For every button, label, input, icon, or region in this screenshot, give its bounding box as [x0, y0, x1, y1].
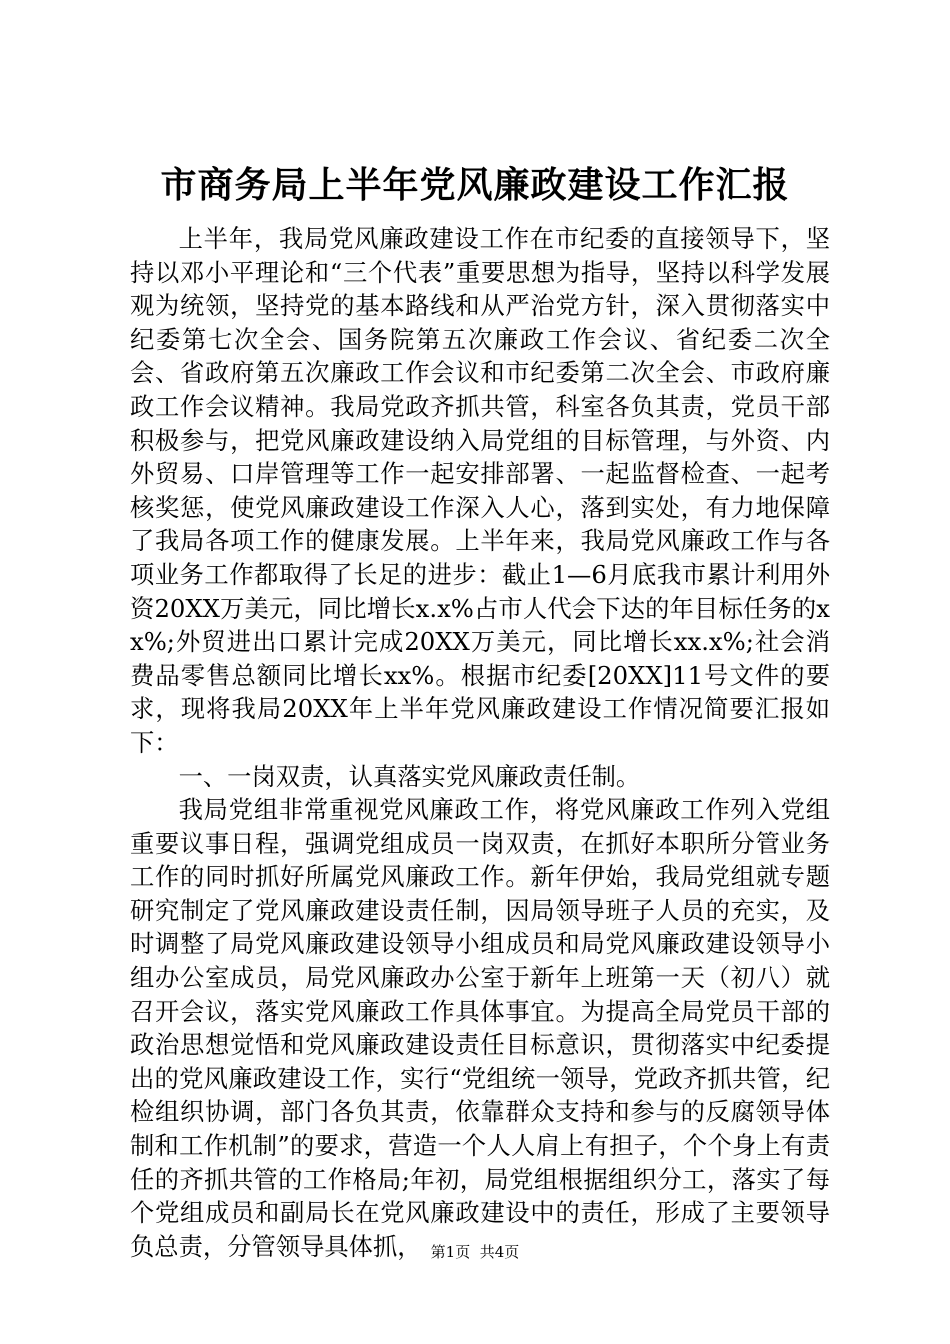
page-total: 共4页 — [479, 1243, 520, 1261]
document-body — [130, 222, 830, 1263]
section-heading-1: 一、一岗双责，认真落实党风廉政责任制。 — [178, 761, 641, 791]
document-title: 市商务局上半年党风廉政建设工作汇报 — [160, 164, 790, 206]
page-footer — [0, 1241, 950, 1263]
page-number: 第1页 — [430, 1243, 471, 1261]
paragraph-intro: 上半年，我局党风廉政建设工作在市纪委的直接领导下，坚持以邓小平理论和“三个代表”重要思想为指导，坚持以科学发展观为统领，坚持党的基本路线和从严治党方针，深入贯彻落实中纪委第七次全会、国务院第五次廉政工作会议、省纪委二次全会、省政府第五次廉政工作会议和市纪委第二次全会、市政府廉政工作会议精神。我局党政齐抓共管，科室各负其责，党员干部积极参与，把党风廉政建设纳入局党组的目标管理，与外资、内外贸易、口岸管理等工作一起安排部署、一起监督检查、一起考核奖惩，使党风廉政建设工作深入人心，落到实处，有力地保障了我局各项工作的健康发展。上半年来，我局党风廉政工作与各项业务工作都取得了长足的进步：截止1—6月底我市累计利用外资20XX万美元，同比增长x.x%占市人代会下达的年目标任务的xx%;外贸进出口累计完成20XX万美元，同比增长xx.x%;社会消费品零售总额同比增长xx%。根据市纪委[20XX]11号文件的要求，现将我局20XX年上半年党风廉政建设工作情况简要汇报如下： — [130, 224, 830, 757]
paragraph-section-1: 我局党组非常重视党风廉政工作，将党风廉政工作列入党组重要议事日程，强调党组成员一岗双责，在抓好本职所分管业务工作的同时抓好所属党风廉政工作。新年伊始，我局党组就专题研究制定了党风廉政建设责任制，因局领导班子人员的充实，及时调整了局党风廉政建设领导小组成员和局党风廉政建设领导小组办公室成员，局党风廉政办公室于新年上班第一天（初八）就召开会议，落实党风廉政工作具体事宜。为提高全局党员干部的政治思想觉悟和党风廉政建设责任目标意识，贯彻落实中纪委提出的党风廉政建设工作，实行“党组统一领导，党政齐抓共管，纪检组织协调，部门各负其责，依靠群众支持和参与的反腐领导体制和工作机制”的要求，营造一个人人肩上有担子，个个身上有责任的齐抓共管的工作格局;年初，局党组根据组织分工，落实了每个党组成员和副局长在党风廉政建设中的责任，形成了主要领导负总责，分管领导具体抓， — [130, 795, 830, 1261]
